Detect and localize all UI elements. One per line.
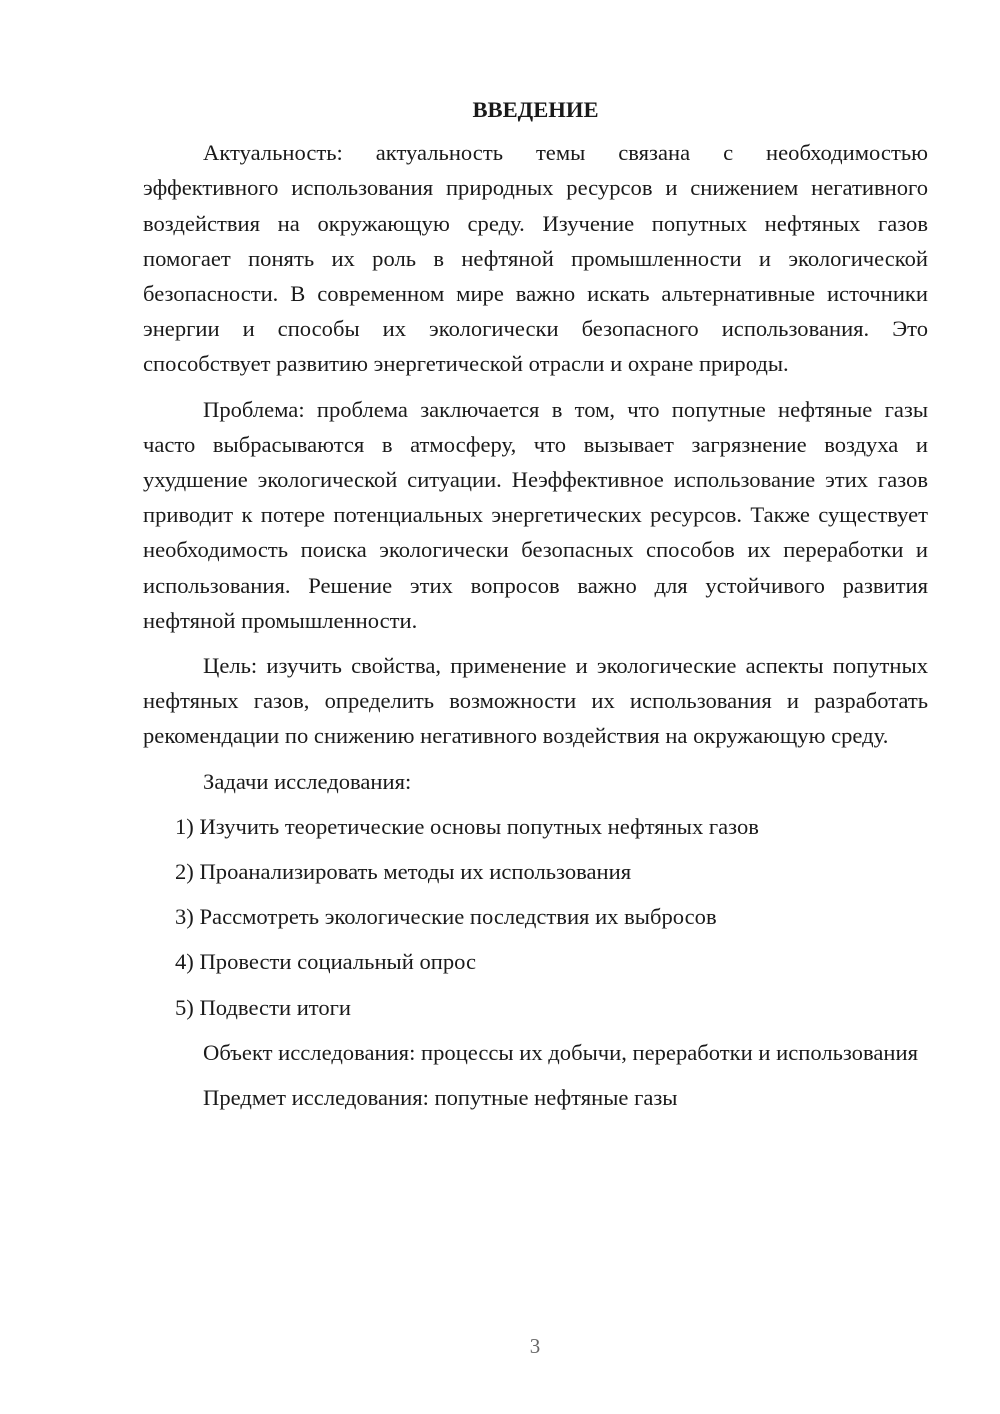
task-item: 2) Проанализировать методы их использования: [175, 859, 632, 885]
task-item: 1) Изучить теоретические основы попутных нефтяных газов: [175, 813, 759, 839]
goal-paragraph: Цель: изучить свойства, применение и экологические аспекты попутных нефтяных газов, определить возможности их использования и разработать рекомендации по снижению негативного воздействия на окружающую среду.: [143, 653, 928, 749]
document-page: [143, 92, 928, 1125]
task-item: 4) Провести социальный опрос: [175, 949, 477, 975]
problem-paragraph: Проблема: проблема заключается в том, что попутные нефтяные газы часто выбрасываются в атмосферу, что вызывает загрязнение воздуха и ухудшение экологической ситуации. Неэффективное использование этих газов приводит к потере потенциальных энергетических ресурсов. Также существует необходимость поиска экологически безопасных способов их переработки и использования. Решение этих вопросов важно для устойчивого развития нефтяной промышленности.: [143, 396, 928, 633]
task-item: 3) Рассмотреть экологические последствия их выбросов: [175, 904, 717, 930]
object-paragraph: Объект исследования: процессы их добычи, переработки и использования: [203, 1039, 918, 1065]
task-item: 5) Подвести итоги: [175, 994, 352, 1020]
page-title: ВВЕДЕНИЕ: [472, 97, 599, 122]
relevance-paragraph: Актуальность: актуальность темы связана с необходимостью эффективного использования природных ресурсов и снижением негативного воздействия на окружающую среду. Изучение попутных нефтяных газов помогает понять их роль в нефтяной промышленности и экологической безопасности. В современном мире важно искать альтернативные источники энергии и способы их экологически безопасного использования. Это способствует развитию энергетической отрасли и охране природы.: [143, 140, 928, 377]
subject-paragraph: Предмет исследования: попутные нефтяные газы: [203, 1085, 678, 1111]
page-number: 3: [529, 1334, 541, 1358]
tasks-list: [143, 809, 928, 1025]
tasks-heading: Задачи исследования:: [203, 768, 412, 794]
